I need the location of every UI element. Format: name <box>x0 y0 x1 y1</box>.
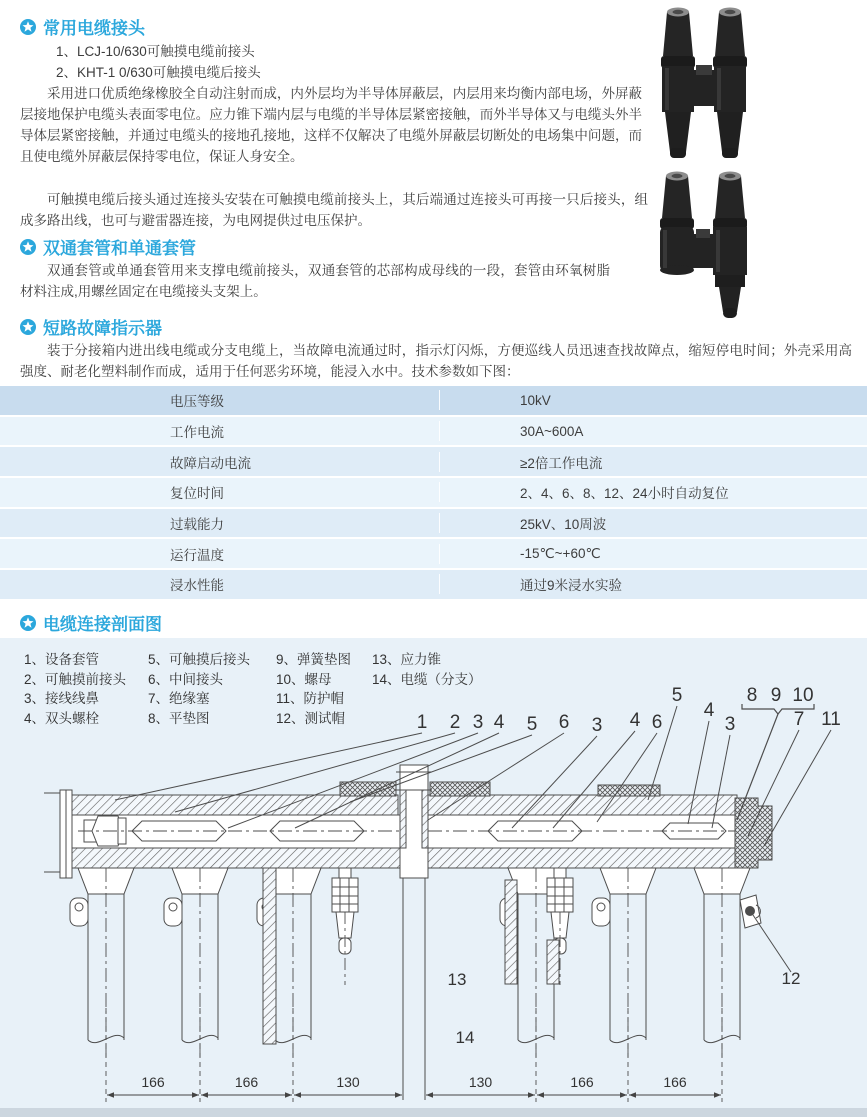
spec-value: -15℃~+60℃ <box>520 545 601 561</box>
part-number-label: 13 <box>447 970 467 989</box>
legend-item: 9、弹簧垫图 <box>276 652 352 667</box>
callout-number: 5 <box>671 685 683 706</box>
callout-number: 4 <box>493 712 505 733</box>
legend-item: 13、应力锥 <box>372 652 442 667</box>
callout-number: 4 <box>703 700 715 721</box>
section-title: 电缆连接剖面图 <box>43 615 162 634</box>
test-cap-lug <box>740 895 791 972</box>
section-heading-cross-section <box>20 610 162 635</box>
spec-table-row <box>0 539 867 568</box>
callout-number: 8 <box>746 685 758 706</box>
legend-item: 12、测试帽 <box>276 710 346 726</box>
callout-number: 6 <box>651 712 663 733</box>
legend-item: 10、螺母 <box>276 671 332 687</box>
diagram-legend <box>24 650 522 728</box>
legend-item: 5、可触摸后接头 <box>148 652 251 667</box>
spec-table <box>0 386 867 601</box>
legend-item: 1、设备套管 <box>24 652 100 667</box>
legend-item: 11、防护帽 <box>276 691 345 706</box>
callout-number: 7 <box>793 709 805 730</box>
right-post <box>713 172 747 319</box>
spec-value: 25kV、10周波 <box>520 517 607 533</box>
section-heading-common-connectors <box>20 14 145 39</box>
callout-number: 5 <box>526 714 538 735</box>
star-circle-icon <box>20 19 36 35</box>
callout-number: 10 <box>792 685 814 706</box>
star-circle-icon <box>20 239 36 255</box>
section-title: 短路故障指示器 <box>43 319 162 338</box>
cable-clamp <box>592 898 610 926</box>
dimension-value: 166 <box>141 1074 165 1090</box>
part-number-label: 14 <box>455 1028 475 1047</box>
photo-single-pass-connector <box>645 170 775 320</box>
part-number-label: 12 <box>781 969 801 988</box>
page-bottom-strip <box>0 1108 867 1117</box>
photo-double-connector <box>645 4 775 166</box>
legend-item: 3、接线线鼻 <box>24 691 100 706</box>
callout-number: 2 <box>449 712 461 733</box>
dimension-value: 166 <box>234 1074 259 1090</box>
callout-number: 3 <box>472 712 484 733</box>
paragraph-connector-description: 采用进口优质绝缘橡胶全自动注射而成，内外层均为半导体屏蔽层，内层用来均衡内部电场，外屏蔽层接地保护电缆头表面零电位。应力锥下端内层与电缆的半导体层紧密接触，而外半导体又与电缆头外半导体层紧密接触，并通过电缆头的接地孔接地，这样不仅解决了电缆外屏蔽层切断处的电场集中问题，而且使电缆外屏蔽层保持零电位，保证人身安全。 <box>20 86 642 164</box>
callout-leader <box>748 730 799 836</box>
legend-item: 6、中间接头 <box>148 671 224 687</box>
legend-item: 14、电缆（分支） <box>372 671 482 687</box>
cable-clamp <box>164 898 182 926</box>
dimension-value: 166 <box>570 1074 594 1090</box>
callout-number: 6 <box>558 712 570 733</box>
spec-value: 10kV <box>520 392 551 408</box>
legend-item: 7、绝缘塞 <box>148 691 210 706</box>
busbar-assembly <box>44 765 772 1100</box>
callout-number: 11 <box>821 709 841 730</box>
legend-item: 4、双头螺栓 <box>24 710 100 726</box>
star-circle-icon <box>20 615 36 631</box>
callout-number: 4 <box>629 710 641 731</box>
test-plug <box>332 868 358 985</box>
paragraph-fault-indicator: 装于分接箱内进出线电缆或分支电缆上，当故障电流通过时，指示灯闪烁，方便巡线人员迅速查找故障点，缩短停电时间；外壳采用高强度、耐老化塑料制作而成，适用于任何恶劣环境，能浸入水中。技术参数如下图： <box>20 343 852 379</box>
section-heading-bushings <box>20 234 196 259</box>
callout-leader <box>764 730 831 846</box>
dimension-value: 166 <box>663 1074 687 1090</box>
callout-number: 9 <box>770 685 782 706</box>
callout-number: 3 <box>591 715 603 736</box>
cables <box>70 868 750 1058</box>
left-post <box>660 172 694 276</box>
left-post <box>661 8 695 159</box>
spec-value: 通过9米浸水实验 <box>520 578 623 594</box>
legend-item: 2、可触摸前接头 <box>24 671 127 687</box>
spec-label: 过载能力 <box>0 513 440 533</box>
spec-label: 电压等级 <box>0 390 440 410</box>
dimension-value: 130 <box>468 1074 493 1090</box>
spec-label: 运行温度 <box>0 544 440 564</box>
callout-number: 3 <box>724 714 736 735</box>
list-item-rear-connector: 2、KHT-1 0/630可触摸电缆后接头 <box>56 65 261 80</box>
dimension-value: 130 <box>336 1074 360 1090</box>
legend-item: 8、平垫图 <box>148 710 210 726</box>
section-heading-fault-indicator <box>20 314 162 339</box>
spec-label: 工作电流 <box>0 421 440 441</box>
star-circle-icon <box>20 319 36 335</box>
spec-table-row <box>0 447 867 476</box>
paragraph-bushings: 双通套管或单通套管用来支撑电缆前接头，双通套管的芯部构成母线的一段，套管由环氧树脂材料注成,用螺丝固定在电缆接头支架上。 <box>20 263 610 299</box>
spec-label: 复位时间 <box>0 482 440 502</box>
spec-table-row <box>0 386 867 415</box>
spec-value: ≥2倍工作电流 <box>520 455 603 471</box>
callout-number: 1 <box>416 712 428 733</box>
section-title: 常用电缆接头 <box>43 19 145 38</box>
list-item-front-connector: 1、LCJ-10/630可触摸电缆前接头 <box>56 44 255 59</box>
spec-label: 故障启动电流 <box>0 452 440 472</box>
spec-table-row <box>0 478 867 507</box>
spec-label: 浸水性能 <box>0 574 440 594</box>
spec-value: 2、4、6、8、12、24小时自动复位 <box>520 486 729 502</box>
spec-table-row <box>0 417 867 446</box>
paragraph-connector-usage: 可触摸电缆后接头通过连接头安装在可触摸电缆前接头上，其后端通过连接头可再接一只后接头，组成多路出线，也可与避雷器连接，为电网提供过电压保护。 <box>20 192 648 228</box>
section-title: 双通套管和单通套管 <box>43 239 196 258</box>
spec-table-row <box>0 509 867 538</box>
spec-table-row <box>0 570 867 599</box>
right-post <box>713 8 747 159</box>
spec-value: 30A~600A <box>520 423 584 439</box>
cable-clamp <box>70 898 88 926</box>
